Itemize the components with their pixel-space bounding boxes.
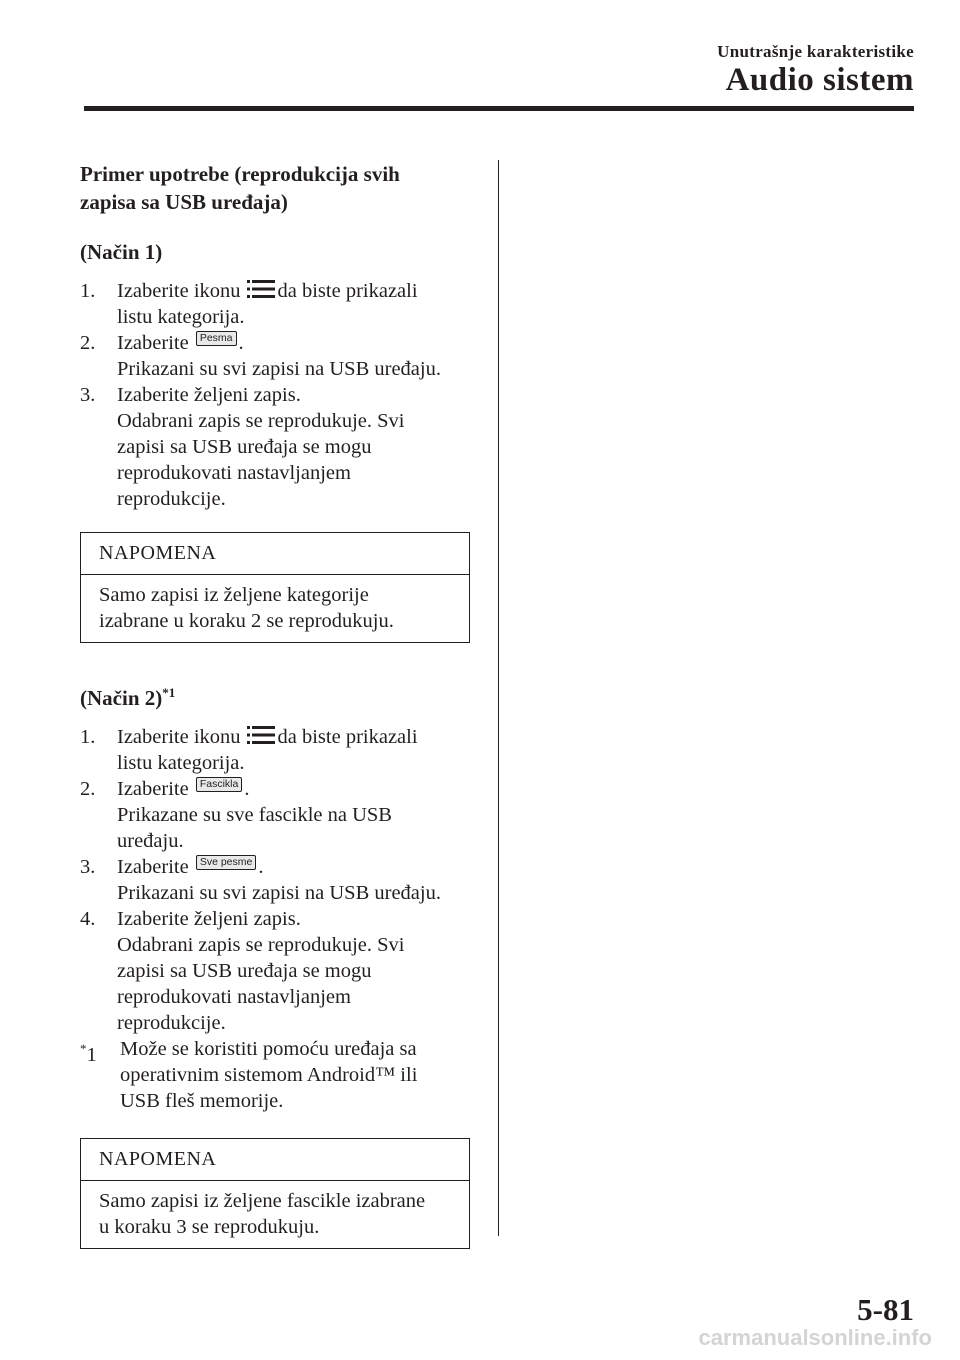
list-item: 1. Izaberite ikonu da biste prikazali listu kategorija. bbox=[80, 280, 418, 328]
sve-pesme-button-label: Sve pesme bbox=[196, 855, 257, 870]
list-item: 3. Izaberite Sve pesme . Prikazani su svi zapisi na USB uređaju. bbox=[80, 856, 441, 904]
note-box-2 bbox=[80, 1138, 470, 1249]
list-item: 3. Izaberite željeni zapis. Odabrani zapis se reprodukuje. Svi zapisi sa USB uređaja se mogu reprodukovati nastavljanjem reprodukcije. bbox=[80, 384, 405, 510]
list-item: 1. Izaberite ikonu da biste prikazali listu kategorija. bbox=[80, 726, 418, 774]
watermark: carmanualsonline.info bbox=[698, 1325, 932, 1350]
list-item: 2. Izaberite Fascikla . Prikazane su sve fascikle na USB uređaju. bbox=[80, 778, 392, 852]
method-2-steps bbox=[80, 724, 472, 1036]
list-item: 2. Izaberite Pesma . Prikazani su svi zapisi na USB uređaju. bbox=[80, 332, 441, 380]
footnote-ref: *1 bbox=[162, 685, 176, 700]
method-1-title: (Način 1) bbox=[80, 240, 163, 264]
footnote: *1 Može se koristiti pomoću uređaja sa operativnim sistemom Android™ ili USB fleš memorije. bbox=[80, 1038, 418, 1112]
note-box-1 bbox=[80, 532, 470, 643]
method-1-steps bbox=[80, 278, 472, 512]
method-2-title: (Način 2)$^{*1}$ bbox=[80, 685, 176, 710]
list-icon bbox=[247, 725, 275, 745]
pesma-button-label: Pesma bbox=[196, 331, 237, 346]
column-divider bbox=[498, 160, 499, 1236]
fascikla-button-label: Fascikla bbox=[196, 777, 243, 792]
note-title: NAPOMENA bbox=[81, 1139, 469, 1181]
example-title: Primer upotrebe (reprodukcija svih zapisa sa USB uređaja) bbox=[80, 162, 400, 214]
page-title: Audio sistem bbox=[725, 62, 914, 98]
list-icon bbox=[247, 279, 275, 299]
section-header: Unutrašnje karakteristike bbox=[717, 42, 914, 61]
header-rule bbox=[84, 106, 914, 111]
note-body: Samo zapisi iz željene kategorije izabrane u koraku 2 se reprodukuju. bbox=[99, 584, 394, 632]
note-body: Samo zapisi iz željene fascikle izabrane u koraku 3 se reprodukuju. bbox=[99, 1190, 426, 1238]
note-title: NAPOMENA bbox=[81, 533, 469, 575]
list-item: 4. Izaberite željeni zapis. Odabrani zapis se reprodukuje. Svi zapisi sa USB uređaja se mogu reprodukovati nastavljanjem reprodukcije. bbox=[80, 908, 405, 1034]
left-column bbox=[80, 160, 472, 1249]
page-number: 5-81 bbox=[857, 1292, 914, 1327]
